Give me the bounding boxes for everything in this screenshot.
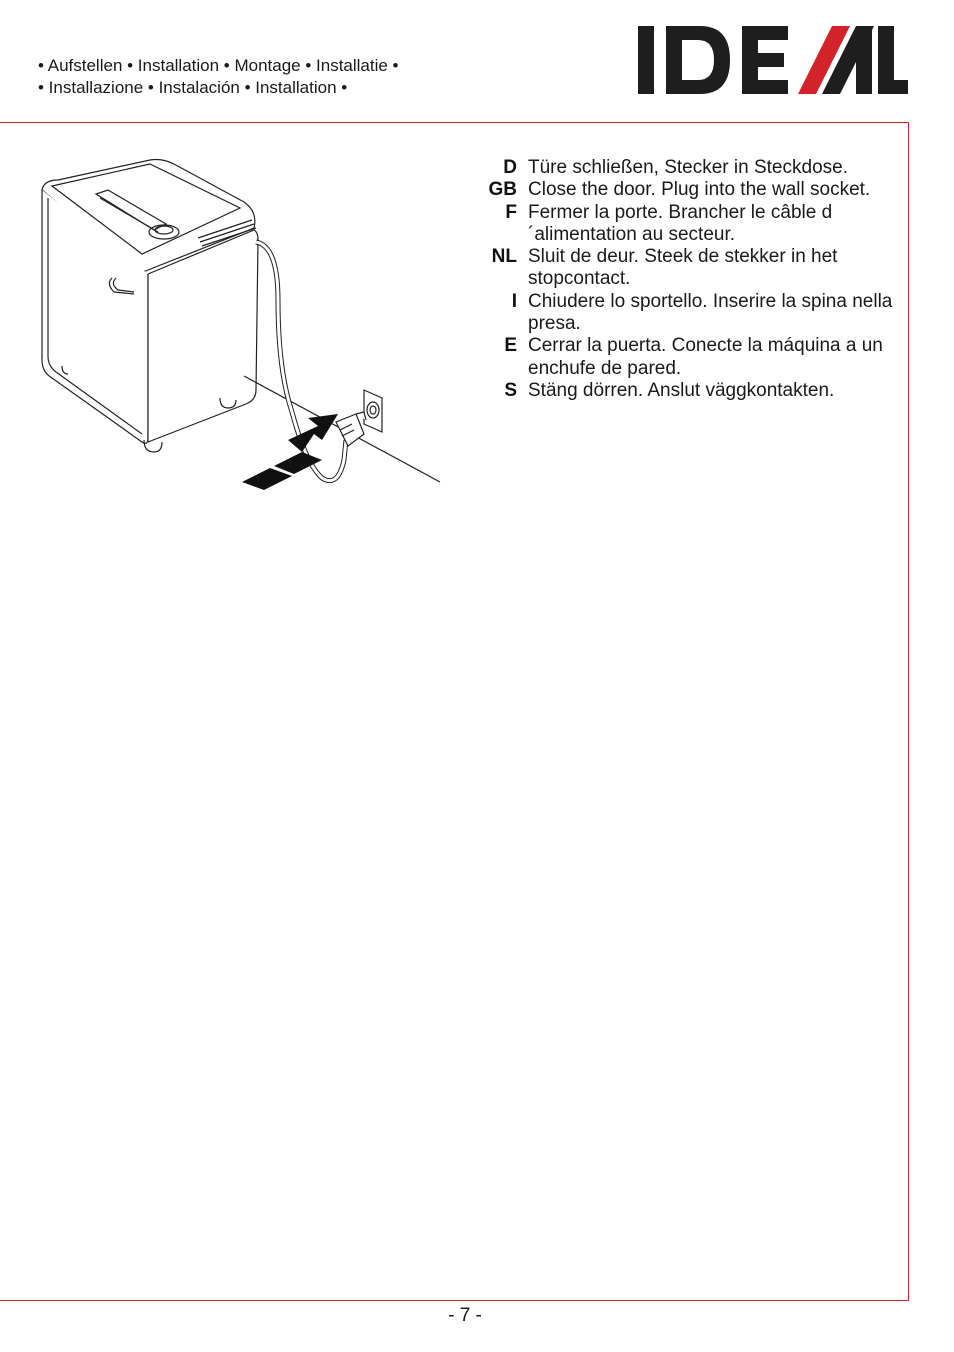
instruction-text: Sluit de deur. Steek de stekker in het stopcontact.	[528, 246, 838, 290]
ideal-logo	[638, 26, 908, 94]
language-code: D	[503, 157, 517, 178]
language-code: I	[511, 290, 517, 312]
instruction-item-es	[484, 335, 904, 380]
instruction-text: Fermer la porte. Brancher le câble d´alimentation au secteur.	[528, 201, 833, 245]
instruction-item-se	[484, 380, 904, 402]
instruction-list	[484, 157, 904, 402]
language-code: NL	[491, 246, 517, 268]
instruction-item-de	[484, 157, 904, 179]
frame-bottom-rule	[0, 1300, 909, 1301]
instruction-item-gb	[484, 179, 904, 201]
instruction-text: Chiudere lo sportello. Inserire la spina nella presa.	[528, 290, 893, 335]
frame-right-rule	[908, 122, 909, 1301]
section-title-line-1: • Aufstellen • Installation • Montage • Installatie •	[38, 56, 399, 75]
language-code: GB	[488, 179, 517, 201]
shredder-icon	[42, 160, 258, 453]
instruction-text: Close the door. Plug into the wall socket.	[528, 179, 871, 201]
instruction-text: Cerrar la puerta. Conecte la máquina a un enchufe de pared.	[528, 335, 883, 379]
instruction-item-nl	[484, 246, 904, 291]
instruction-text: Türe schließen, Stecker in Steckdose.	[528, 157, 848, 178]
language-code: S	[504, 379, 517, 401]
frame-top-rule	[0, 122, 909, 123]
wall-socket-icon	[364, 390, 382, 432]
language-code: E	[504, 335, 517, 357]
page-number: - 7 -	[448, 1305, 482, 1326]
installation-illustration	[30, 150, 450, 495]
language-code: F	[505, 201, 517, 223]
section-title-line-2: • Installazione • Instalación • Installation •	[38, 78, 348, 97]
instruction-text: Stäng dörren. Anslut väggkontakten.	[528, 379, 835, 401]
instruction-item-it	[484, 291, 904, 336]
instruction-item-fr	[484, 202, 904, 247]
power-plug-icon	[336, 412, 366, 446]
